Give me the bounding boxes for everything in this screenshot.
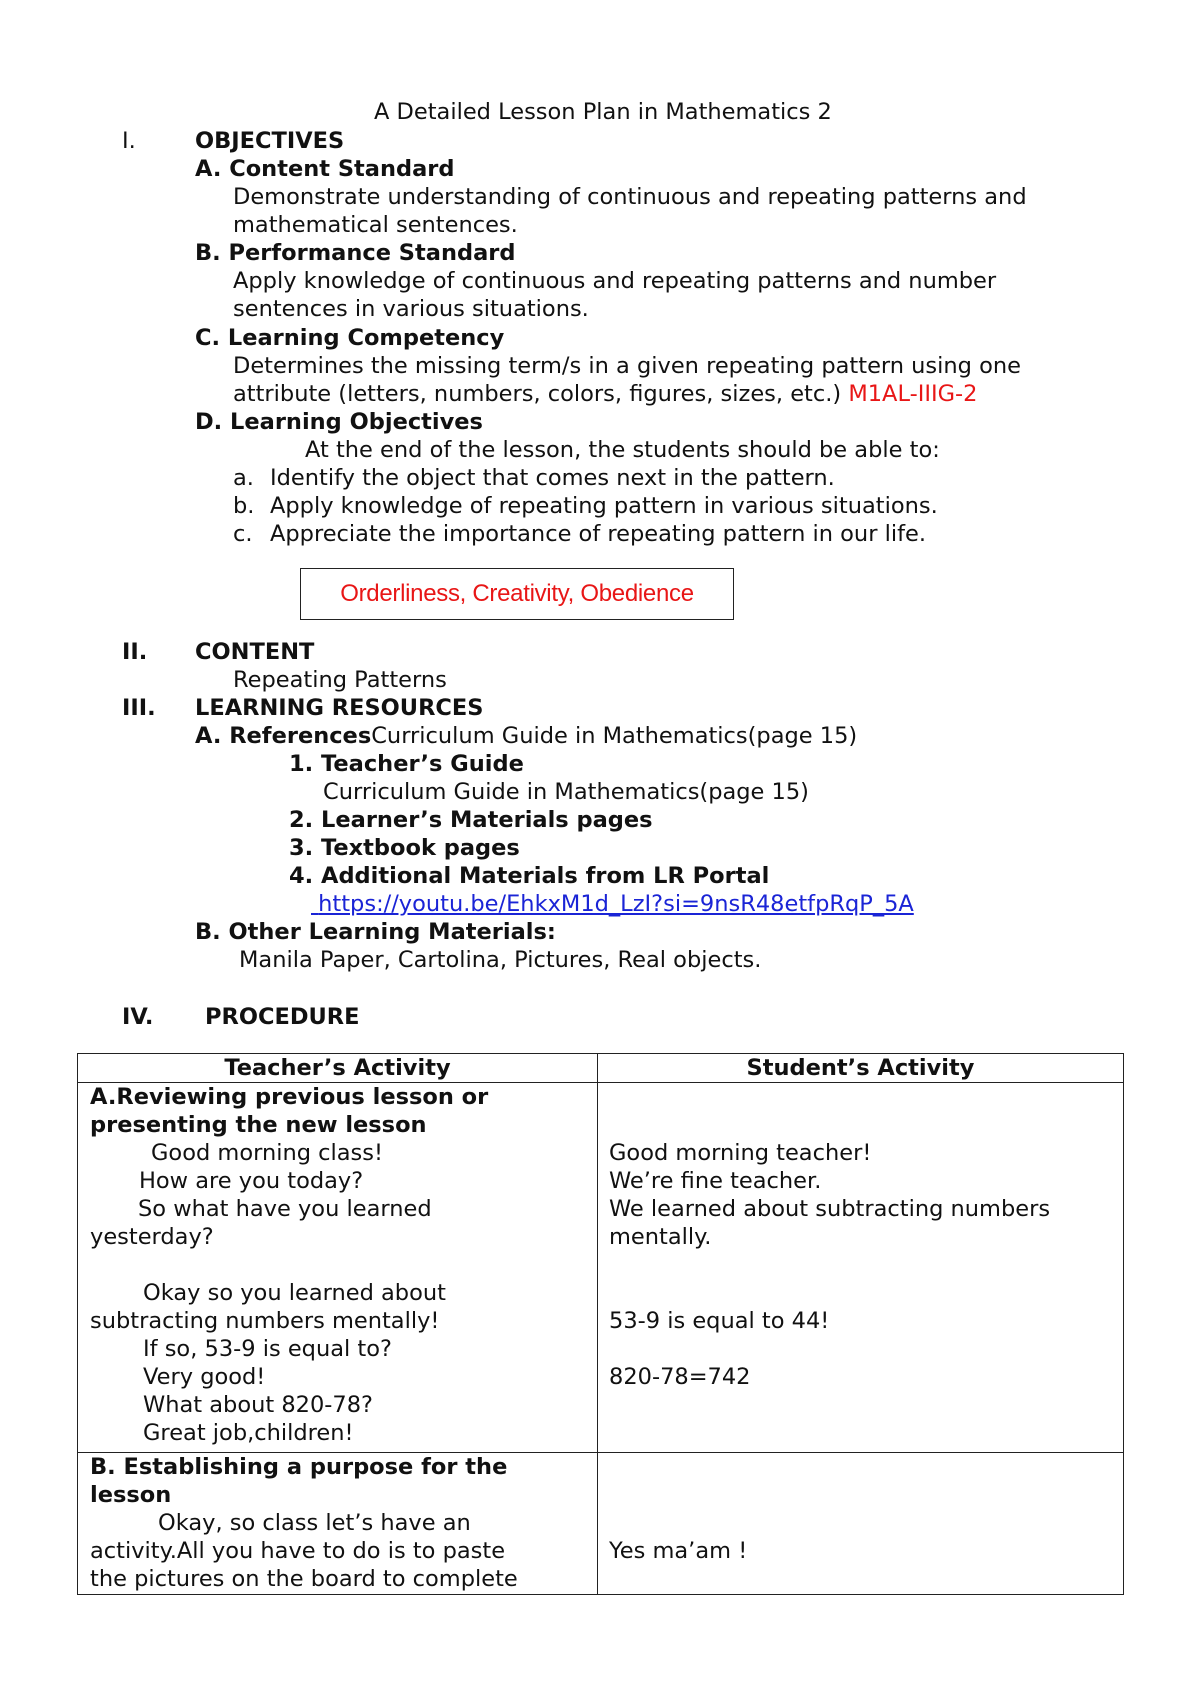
- teacher-line: If so, 53-9 is equal to?: [143, 1336, 392, 1362]
- lr-portal-link-text[interactable]: https://youtu.be/EhkxM1d_LzI?si=9nsR48etfpRqP_5A: [318, 891, 914, 917]
- resource-item-label: 1. Teacher’s Guide: [289, 751, 524, 777]
- objective-item: Appreciate the importance of repeating pattern in our life.: [270, 521, 927, 547]
- objective-letter: a.: [233, 465, 254, 491]
- table-row: [78, 1453, 1124, 1595]
- section-b-heading: lesson: [90, 1482, 172, 1508]
- references-line: [195, 722, 857, 750]
- student-line: Yes ma’am !: [609, 1538, 748, 1564]
- teacher-line: the pictures on the board to complete: [90, 1566, 518, 1592]
- content-text: Repeating Patterns: [233, 667, 447, 693]
- student-line: We learned about subtracting numbers: [609, 1196, 1051, 1222]
- objective-item: Apply knowledge of repeating pattern in various situations.: [270, 493, 938, 519]
- objective-letter: c.: [233, 521, 253, 547]
- teacher-line: Good morning class!: [151, 1140, 384, 1166]
- teacher-line: Okay, so class let’s have an: [158, 1510, 471, 1536]
- section-numeral: II.: [122, 639, 148, 665]
- teacher-line: yesterday?: [90, 1224, 214, 1250]
- teacher-line: How are you today?: [139, 1168, 364, 1194]
- competency-code: M1AL-IIIG-2: [848, 381, 978, 407]
- content-standard-text: Demonstrate understanding of continuous and repeating patterns and: [233, 184, 1027, 210]
- section-a-heading: presenting the new lesson: [90, 1112, 427, 1138]
- teacher-cell: [78, 1453, 598, 1595]
- learning-competency-text: [233, 380, 977, 408]
- teacher-line: subtracting numbers mentally!: [90, 1308, 440, 1334]
- section-a-heading: A.Reviewing previous lesson or: [90, 1084, 489, 1110]
- teacher-line: What about 820-78?: [143, 1392, 373, 1418]
- teacher-line: So what have you learned: [138, 1196, 432, 1222]
- performance-standard-label: B. Performance Standard: [195, 240, 516, 266]
- content-standard-text: mathematical sentences.: [233, 212, 518, 238]
- lr-portal-link-line: [311, 890, 914, 918]
- student-line: mentally.: [609, 1224, 712, 1250]
- section-numeral: IV.: [122, 1004, 154, 1030]
- resource-item-detail: Curriculum Guide in Mathematics(page 15): [323, 779, 809, 805]
- student-line: 53-9 is equal to 44!: [609, 1308, 830, 1334]
- procedure-heading: PROCEDURE: [205, 1004, 360, 1030]
- section-b-heading: B. Establishing a purpose for the: [90, 1454, 508, 1480]
- teacher-line: Very good!: [143, 1364, 266, 1390]
- references-label: A. References: [195, 723, 372, 749]
- teacher-cell: [78, 1083, 598, 1453]
- other-materials-label: B. Other Learning Materials:: [195, 919, 556, 945]
- section-numeral: III.: [122, 695, 156, 721]
- page-title: A Detailed Lesson Plan in Mathematics 2: [374, 99, 832, 125]
- section-numeral: I.: [122, 128, 136, 154]
- teacher-line: Great job,children!: [143, 1420, 354, 1446]
- teacher-line: Okay so you learned about: [143, 1280, 446, 1306]
- table-row: [78, 1083, 1124, 1453]
- performance-standard-text: Apply knowledge of continuous and repeating patterns and number: [233, 268, 997, 294]
- learning-competency-text: Determines the missing term/s in a given repeating pattern using one: [233, 353, 1021, 379]
- student-activity-header: Student’s Activity: [598, 1054, 1124, 1083]
- objectives-heading: OBJECTIVES: [195, 128, 345, 154]
- lr-portal-link[interactable]: [311, 891, 914, 917]
- learning-competency-text-2: attribute (letters, numbers, colors, figures, sizes, etc.): [233, 381, 842, 407]
- learning-competency-label: C. Learning Competency: [195, 325, 505, 351]
- resource-item-label: 3. Textbook pages: [289, 835, 520, 861]
- student-line: Good morning teacher!: [609, 1140, 872, 1166]
- references-text: Curriculum Guide in Mathematics(page 15): [371, 723, 858, 749]
- student-line: We’re fine teacher.: [609, 1168, 822, 1194]
- values-box: Orderliness, Creativity, Obedience: [300, 568, 734, 620]
- performance-standard-text: sentences in various situations.: [233, 296, 589, 322]
- resource-item-label: 2. Learner’s Materials pages: [289, 807, 653, 833]
- table-header-row: [78, 1054, 1124, 1083]
- objective-letter: b.: [233, 493, 255, 519]
- resource-item-label: 4. Additional Materials from LR Portal: [289, 863, 770, 889]
- procedure-table: [77, 1053, 1124, 1595]
- teacher-activity-header: Teacher’s Activity: [78, 1054, 598, 1083]
- learning-resources-heading: LEARNING RESOURCES: [195, 695, 484, 721]
- other-materials-text: Manila Paper, Cartolina, Pictures, Real objects.: [239, 947, 762, 973]
- content-heading: CONTENT: [195, 639, 315, 665]
- student-cell: [598, 1453, 1124, 1595]
- learning-objectives-intro: At the end of the lesson, the students should be able to:: [305, 437, 940, 463]
- teacher-line: activity.All you have to do is to paste: [90, 1538, 506, 1564]
- objective-item: Identify the object that comes next in the pattern.: [270, 465, 835, 491]
- student-line: 820-78=742: [609, 1364, 751, 1390]
- learning-objectives-label: D. Learning Objectives: [195, 409, 483, 435]
- content-standard-label: A. Content Standard: [195, 156, 455, 182]
- student-cell: [598, 1083, 1124, 1453]
